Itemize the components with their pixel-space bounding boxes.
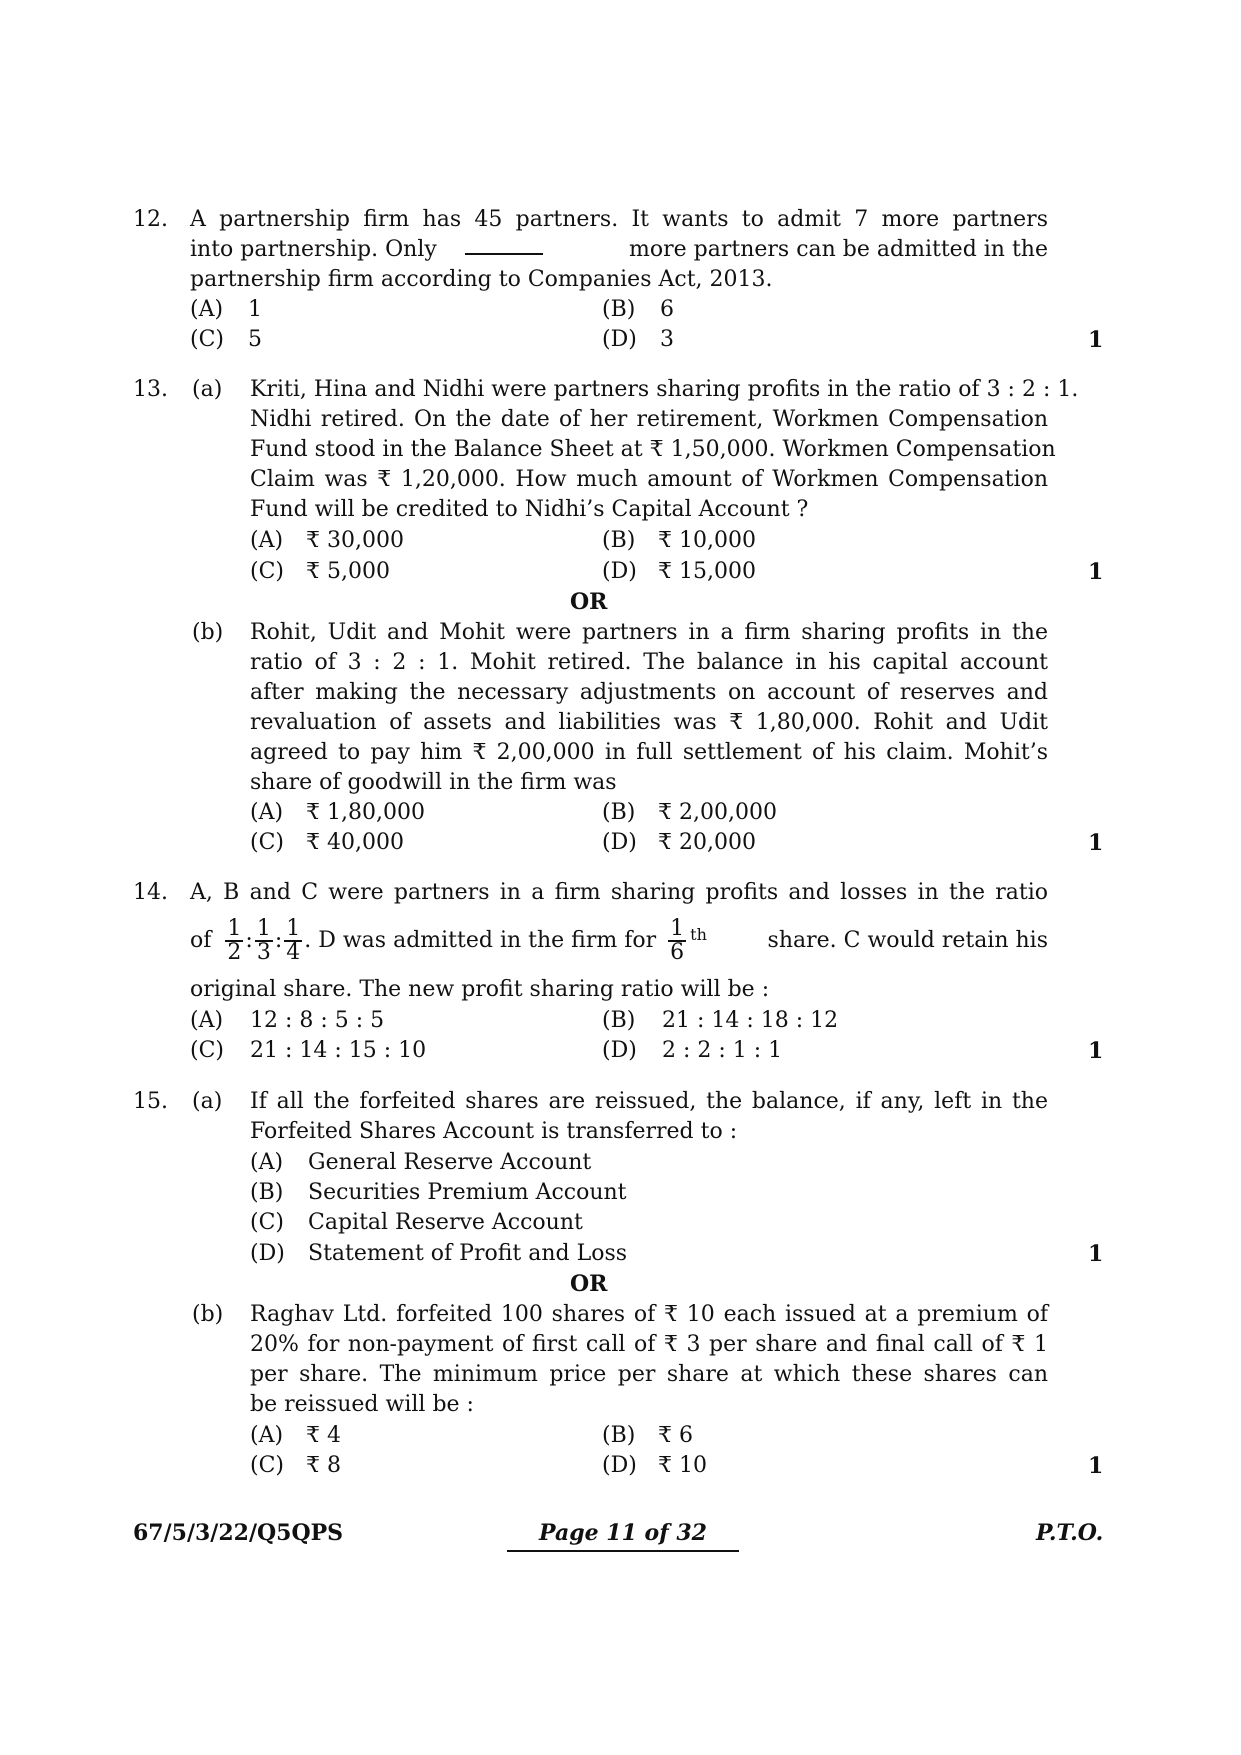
question-14-option-d: [602, 1036, 783, 1066]
option-label: (A): [190, 297, 224, 322]
question-12-line-1: A partnership firm has 45 partners. It wants to admit 7 more partners: [190, 207, 1048, 232]
option-text: ₹ 15,000: [658, 559, 756, 584]
question-15b-option-c: [250, 1451, 341, 1481]
numerator: 1: [670, 916, 685, 941]
question-13-number: 13.: [133, 377, 168, 402]
option-label: (A): [250, 800, 284, 825]
fraction-one-half: [225, 918, 243, 964]
option-label: (B): [602, 528, 636, 553]
option-label: (A): [190, 1008, 224, 1033]
question-14-line-1: A, B and C were partners in a firm sharing profits and losses in the ratio: [190, 880, 1048, 905]
option-label: (C): [250, 830, 284, 855]
question-15-or: OR: [570, 1271, 608, 1297]
question-15b-option-a: [250, 1421, 341, 1451]
question-15a-line-2: Forfeited Shares Account is transferred to :: [250, 1119, 738, 1144]
option-text: ₹ 5,000: [306, 559, 390, 584]
question-13a-line-3: Fund stood in the Balance Sheet at ₹ 1,50,000. Workmen Compensation: [250, 437, 1056, 462]
question-15b-line-2: 20% for non-payment of first call of ₹ 3 per share and final call of ₹ 1: [250, 1332, 1048, 1357]
question-12-option-c: [190, 325, 262, 355]
option-label: (B): [602, 1423, 636, 1448]
option-text: ₹ 20,000: [658, 830, 756, 855]
option-label: (B): [250, 1180, 284, 1205]
denominator: 6: [670, 940, 685, 965]
option-text: ₹ 8: [306, 1453, 341, 1478]
question-13b-label: (b): [192, 620, 224, 645]
denominator: 3: [256, 940, 271, 965]
question-15b-line-4: be reissued will be :: [250, 1392, 474, 1417]
denominator: 4: [286, 940, 301, 965]
question-15b-marks: 1: [1088, 1453, 1104, 1479]
option-label: (A): [250, 1423, 284, 1448]
fill-in-blank: [465, 235, 543, 255]
question-13b-line-2: ratio of 3 : 2 : 1. Mohit retired. The balance in his capital account: [250, 650, 1048, 675]
fraction-one-third: [255, 918, 273, 964]
option-text: ₹ 6: [658, 1423, 693, 1448]
question-13b-line-3: after making the necessary adjustments on account of reserves and: [250, 680, 1048, 705]
question-12-line-2-start: into partnership. Only: [190, 237, 437, 262]
denominator: 2: [227, 940, 242, 965]
option-label: (C): [190, 1038, 224, 1063]
question-12-marks: 1: [1088, 327, 1104, 353]
question-14-option-a: [190, 1006, 385, 1036]
question-15a-option-c: [250, 1208, 583, 1238]
question-14-end-text: share. C would retain his: [767, 928, 1048, 953]
question-13a-marks: 1: [1088, 559, 1104, 585]
question-13b-marks: 1: [1088, 830, 1104, 856]
question-13a-option-b: [602, 526, 756, 556]
question-14-line-3: original share. The new profit sharing ratio will be :: [190, 977, 770, 1002]
option-text: ₹ 40,000: [306, 830, 404, 855]
option-label: (D): [602, 559, 637, 584]
question-15b-line-1: Raghav Ltd. forfeited 100 shares of ₹ 10 each issued at a premium of: [250, 1302, 1048, 1327]
option-label: (A): [250, 1150, 284, 1175]
question-14-option-c: [190, 1036, 427, 1066]
question-15b-line-3: per share. The minimum price per share at which these shares can: [250, 1362, 1048, 1387]
option-label: (C): [250, 1453, 284, 1478]
question-13a-option-c: [250, 557, 390, 587]
option-label: (C): [250, 559, 284, 584]
option-label: (D): [602, 327, 637, 352]
fraction-one-sixth: [668, 918, 686, 964]
option-text: General Reserve Account: [308, 1150, 592, 1175]
question-12-line-2-end: more partners can be admitted in the: [629, 237, 1048, 262]
question-15a-label: (a): [192, 1089, 223, 1114]
option-label: (B): [602, 800, 636, 825]
question-14-number: 14.: [133, 880, 168, 905]
option-label: (C): [190, 327, 224, 352]
word-of: of: [190, 928, 212, 953]
ratio-colon: :: [245, 928, 253, 953]
ratio-colon: :: [274, 928, 283, 953]
question-14-option-b: [602, 1006, 839, 1036]
option-text: 1: [248, 297, 262, 322]
question-13a-option-d: [602, 557, 756, 587]
option-text: 3: [660, 327, 674, 352]
question-13b-line-5: agreed to pay him ₹ 2,00,000 in full settlement of his claim. Mohit’s: [250, 740, 1048, 765]
page-number: Page 11 of 32: [507, 1520, 739, 1552]
question-13b-option-d: [602, 828, 756, 858]
question-13b-line-6: share of goodwill in the firm was: [250, 770, 617, 795]
question-15a-line-1: If all the forfeited shares are reissued, the balance, if any, left in the: [250, 1089, 1048, 1114]
option-label: (A): [250, 528, 284, 553]
question-13a-line-5: Fund will be credited to Nidhi’s Capital Account ?: [250, 497, 809, 522]
option-text: 21 : 14 : 15 : 10: [250, 1038, 427, 1063]
question-14-mid-text: . D was admitted in the firm for: [304, 928, 657, 953]
question-12-line-3: partnership firm according to Companies Act, 2013.: [190, 267, 773, 292]
option-label: (B): [602, 297, 636, 322]
option-text: Securities Premium Account: [308, 1180, 627, 1205]
question-13b-line-4: revaluation of assets and liabilities was ₹ 1,80,000. Rohit and Udit: [250, 710, 1048, 735]
option-text: ₹ 4: [306, 1423, 341, 1448]
fraction-one-fourth: [284, 918, 302, 964]
question-13b-option-b: [602, 798, 777, 828]
option-label: (D): [250, 1241, 285, 1266]
question-13a-label: (a): [192, 377, 223, 402]
question-12-number: 12.: [133, 207, 168, 232]
question-13b-line-1: Rohit, Udit and Mohit were partners in a firm sharing profits in the: [250, 620, 1048, 645]
please-turn-over: P.T.O.: [1036, 1520, 1104, 1546]
question-12-option-d: [602, 325, 674, 355]
option-label: (D): [602, 1453, 637, 1478]
question-15-number: 15.: [133, 1089, 168, 1114]
option-text: ₹ 2,00,000: [658, 800, 777, 825]
option-text: ₹ 10: [658, 1453, 707, 1478]
question-13-or: OR: [570, 589, 608, 615]
numerator: 1: [256, 916, 271, 941]
question-14-marks: 1: [1088, 1038, 1104, 1064]
numerator: 1: [227, 916, 242, 941]
numerator: 1: [286, 916, 301, 941]
question-12-line-2: [190, 235, 1048, 265]
question-13a-line-1: Kriti, Hina and Nidhi were partners sharing profits in the ratio of 3 : 2 : 1.: [250, 377, 1079, 402]
question-15b-option-d: [602, 1451, 707, 1481]
option-label: (B): [602, 1008, 636, 1033]
option-text: ₹ 1,80,000: [306, 800, 425, 825]
option-text: Capital Reserve Account: [308, 1210, 583, 1235]
option-text: 2 : 2 : 1 : 1: [662, 1038, 783, 1063]
option-text: Statement of Profit and Loss: [308, 1241, 628, 1266]
option-label: (C): [250, 1210, 284, 1235]
option-text: 5: [248, 327, 262, 352]
question-13a-line-4: Claim was ₹ 1,20,000. How much amount of Workmen Compensation: [250, 467, 1048, 492]
question-13b-option-c: [250, 828, 404, 858]
option-text: 12 : 8 : 5 : 5: [250, 1008, 385, 1033]
option-text: ₹ 30,000: [306, 528, 404, 553]
option-text: 6: [660, 297, 674, 322]
option-label: (D): [602, 830, 637, 855]
question-13b-option-a: [250, 798, 425, 828]
question-15a-marks: 1: [1088, 1241, 1104, 1267]
question-13a-line-2: Nidhi retired. On the date of her retirement, Workmen Compensation: [250, 407, 1048, 432]
superscript-th: th: [690, 925, 707, 944]
question-15a-option-a: [250, 1148, 592, 1178]
question-15b-label: (b): [192, 1302, 224, 1327]
question-13a-option-a: [250, 526, 404, 556]
paper-code: 67/5/3/22/Q5QPS: [133, 1520, 344, 1546]
option-label: (D): [602, 1038, 637, 1063]
question-15b-option-b: [602, 1421, 693, 1451]
option-text: 21 : 14 : 18 : 12: [662, 1008, 839, 1033]
question-14-line-2: [190, 913, 1048, 969]
option-text: ₹ 10,000: [658, 528, 756, 553]
question-15a-option-d: [250, 1239, 628, 1269]
question-15a-option-b: [250, 1178, 627, 1208]
question-12-option-a: [190, 295, 262, 325]
question-12-option-b: [602, 295, 674, 325]
